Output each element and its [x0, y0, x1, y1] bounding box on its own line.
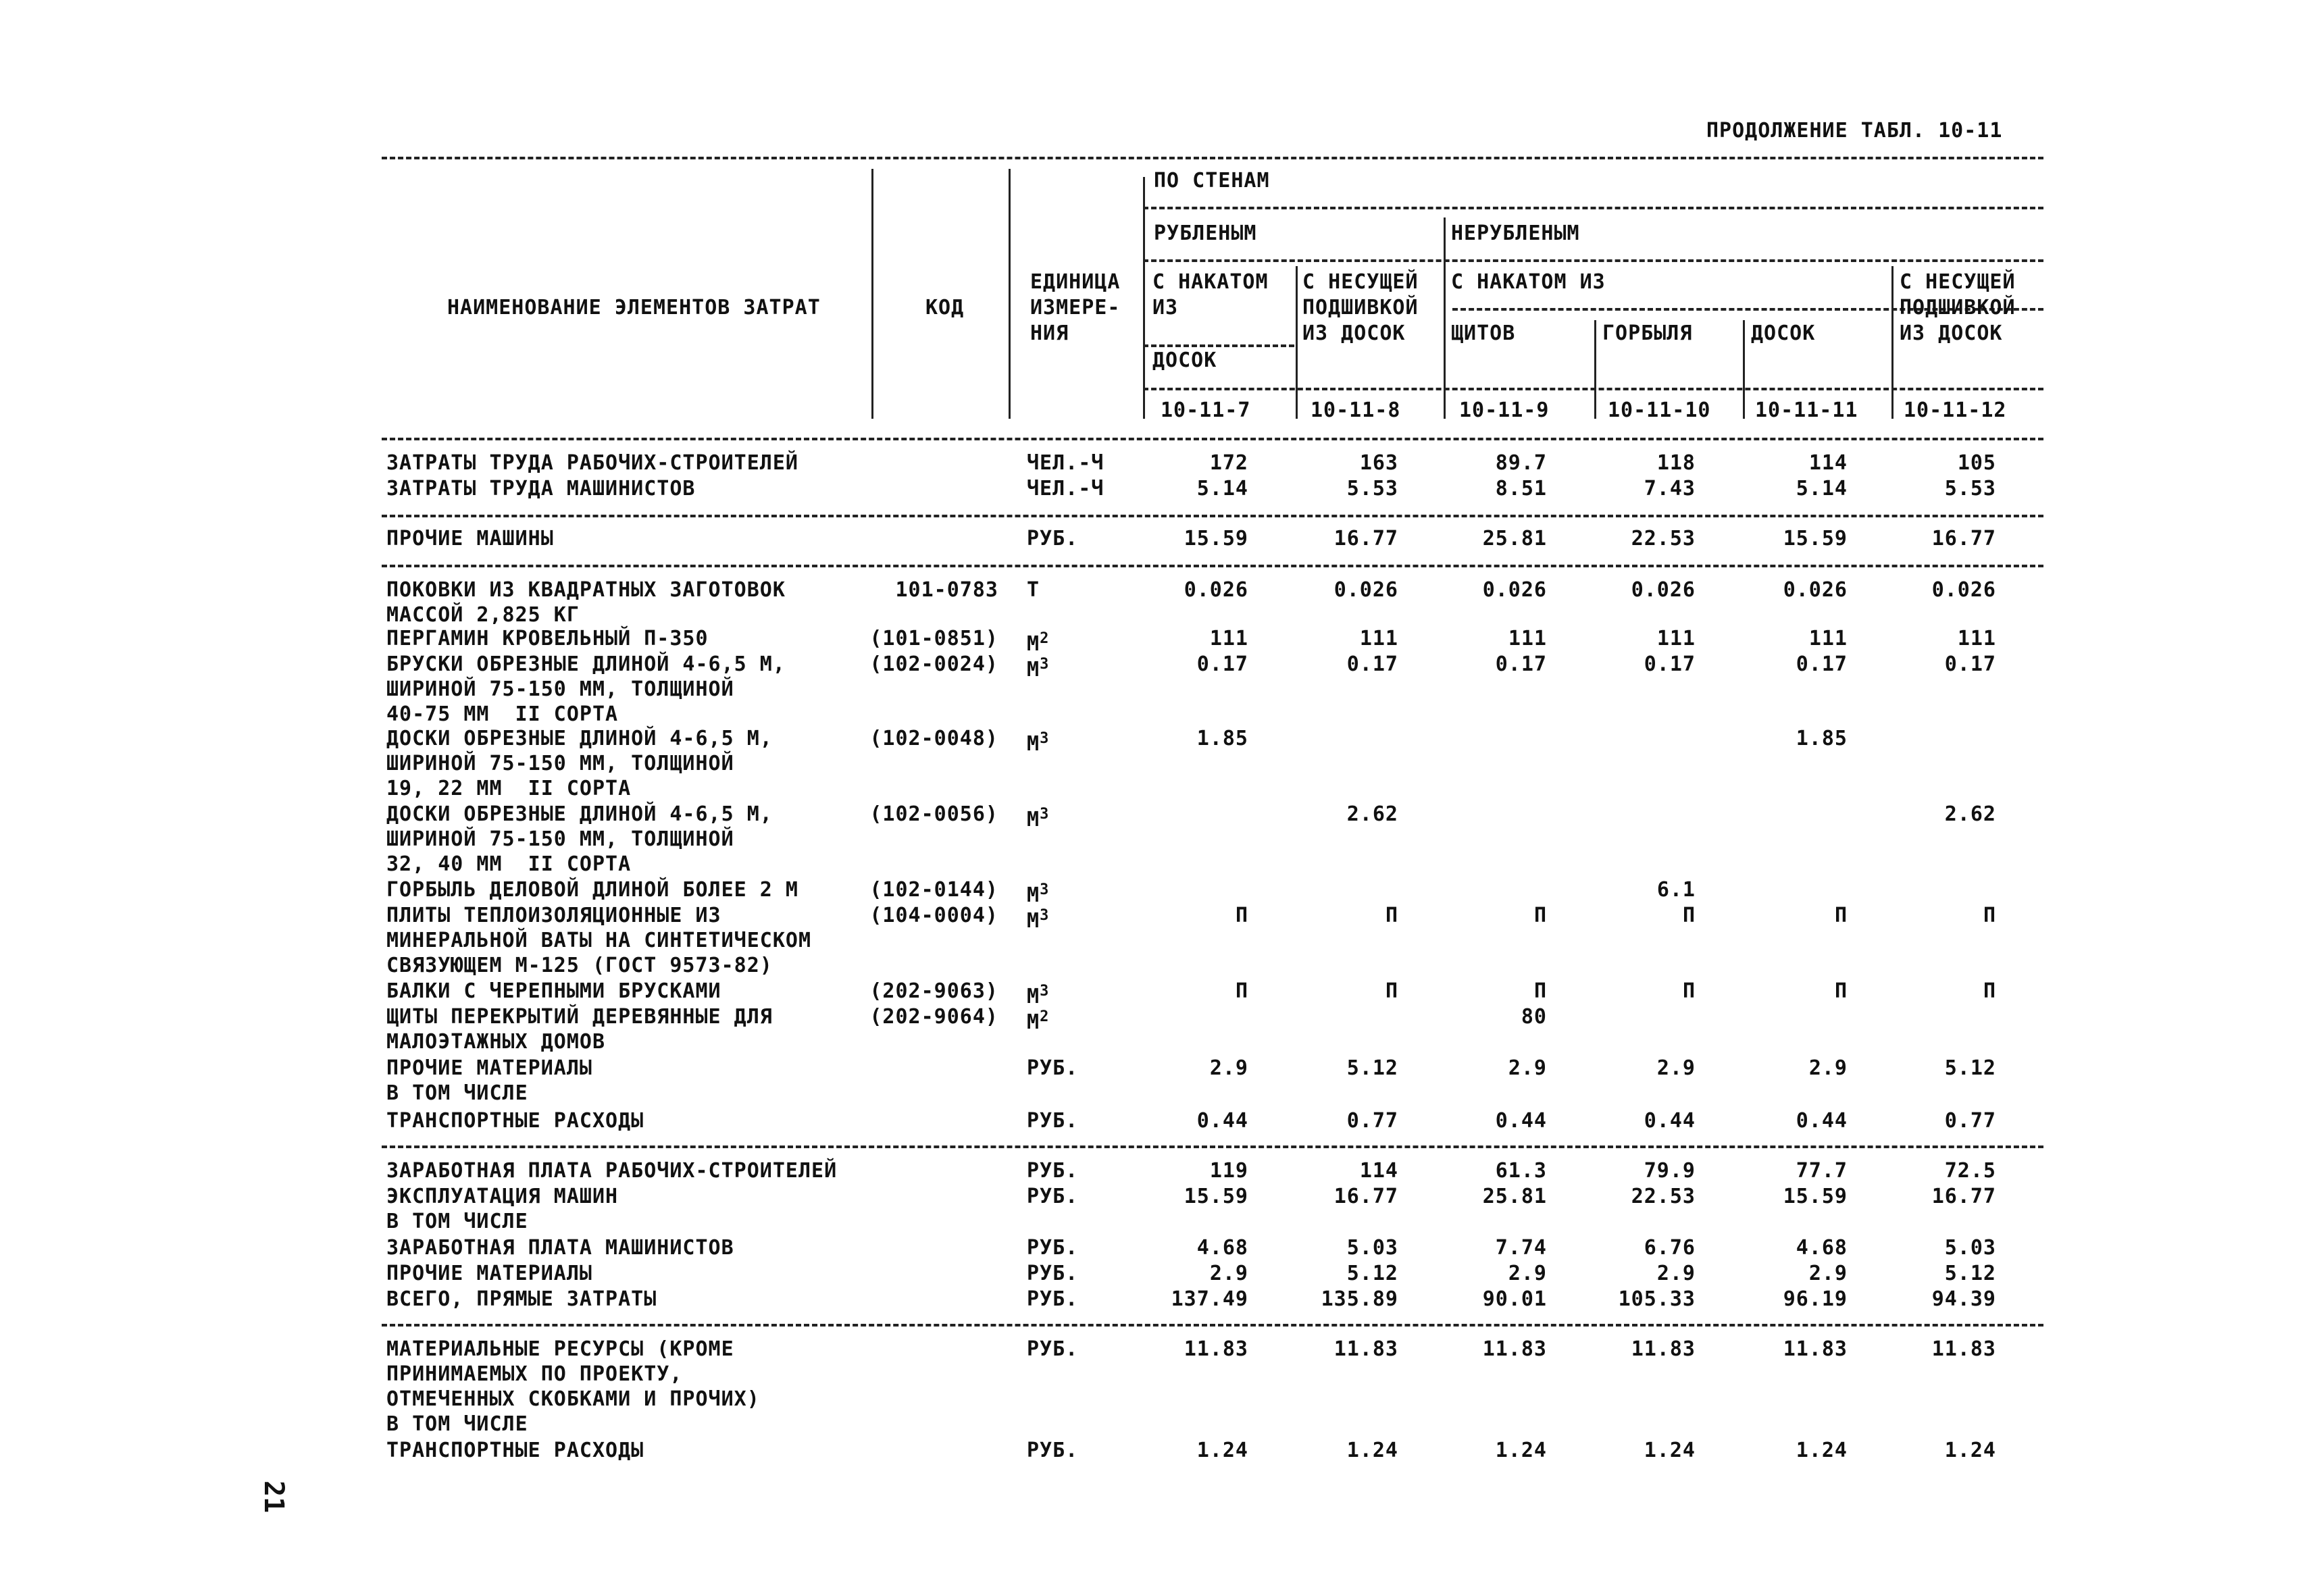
row-19-name-line-3: В ТОМ ЧИСЛЕ — [386, 1412, 528, 1436]
rule-header-bottom — [382, 438, 2043, 440]
row-13-value-col-2: 0.77 — [1346, 1109, 1398, 1133]
row-4-value-col-4: 111 — [1656, 627, 1696, 650]
row-14-value-col-3: 61.3 — [1495, 1159, 1547, 1183]
row-9-name-line-2: СВЯЗУЮЩЕМ М-125 (ГОСТ 9573-82) — [386, 954, 773, 977]
row-10-value-col-5: П — [1834, 979, 1848, 1003]
row-5-unit: $М^3$ — [1027, 656, 1050, 681]
row-10-value-col-1: П — [1235, 979, 1248, 1003]
row-15-value-col-1: 15.59 — [1184, 1185, 1248, 1208]
row-16-value-col-2: 5.03 — [1346, 1236, 1398, 1260]
table-caption: ПРОДОЛЖЕНИЕ ТАБЛ. 10-11 — [1706, 119, 2003, 143]
row-5-value-col-2: 0.17 — [1346, 652, 1398, 676]
row-6-name-line-2: 19, 22 ММ II СОРТА — [386, 777, 632, 800]
row-6-name-line-1: ШИРИНОЙ 75-150 ММ, ТОЛЩИНОЙ — [386, 752, 734, 775]
page-number: 21 — [258, 1481, 289, 1514]
row-2-value-col-2: 16.77 — [1333, 527, 1398, 550]
row-8-value-col-4: 6.1 — [1656, 878, 1696, 902]
header-c6-line1: С НЕСУЩЕЙ — [1900, 270, 2016, 294]
row-20-value-col-1: 1.24 — [1196, 1439, 1248, 1462]
row-9-value-col-5: П — [1834, 904, 1848, 927]
row-12-value-col-5: 2.9 — [1808, 1056, 1848, 1080]
row-15-value-col-6: 16.77 — [1931, 1185, 1996, 1208]
row-0-value-col-5: 114 — [1808, 451, 1848, 475]
row-0-value-col-4: 118 — [1656, 451, 1696, 475]
header-name: НАИМЕНОВАНИЕ ЭЛЕМЕНТОВ ЗАТРАТ — [447, 296, 821, 319]
row-6-unit: $М^3$ — [1027, 730, 1050, 756]
row-10-unit: $М^3$ — [1027, 983, 1050, 1008]
row-18-name-line-0: ВСЕГО, ПРЯМЫЕ ЗАТРАТЫ — [386, 1287, 657, 1311]
row-3-value-col-5: 0.026 — [1783, 578, 1848, 602]
row-0-value-col-6: 105 — [1957, 451, 1996, 475]
row-19-name-line-2: ОТМЕЧЕННЫХ СКОБКАМИ И ПРОЧИХ) — [386, 1387, 760, 1411]
row-14-unit: РУБ. — [1027, 1159, 1079, 1183]
row-2-value-col-1: 15.59 — [1184, 527, 1248, 550]
row-1-value-col-5: 5.14 — [1796, 477, 1848, 500]
row-5-value-col-6: 0.17 — [1944, 652, 1996, 676]
header-c3: ЩИТОВ — [1451, 321, 1516, 345]
row-1-value-col-2: 5.53 — [1346, 477, 1398, 500]
row-15-name-line-1: В ТОМ ЧИСЛЕ — [386, 1210, 528, 1233]
row-5-name-line-2: 40-75 ММ II СОРТА — [386, 702, 619, 726]
row-18-unit: РУБ. — [1027, 1287, 1079, 1311]
header-code-c2: 10-11-8 — [1311, 398, 1401, 422]
row-10-code: (202-9063) — [869, 979, 998, 1003]
row-3-value-col-3: 0.026 — [1482, 578, 1547, 602]
header-c1-line3: ДОСОК — [1152, 349, 1217, 372]
row-9-value-col-6: П — [1983, 904, 1996, 927]
row-2-value-col-5: 15.59 — [1783, 527, 1848, 550]
header-c1-line2: ИЗ — [1152, 296, 1179, 319]
row-3-value-col-6: 0.026 — [1931, 578, 1996, 602]
row-2-value-col-6: 16.77 — [1931, 527, 1996, 550]
header-unit-2: ИЗМЕРЕ- — [1030, 296, 1121, 319]
row-13-name-line-0: ТРАНСПОРТНЫЕ РАСХОДЫ — [386, 1109, 644, 1133]
row-8-name-line-0: ГОРБЫЛЬ ДЕЛОВОЙ ДЛИНОЙ БОЛЕЕ 2 М — [386, 878, 798, 902]
row-14-value-col-1: 119 — [1209, 1159, 1248, 1183]
rule-section-3 — [382, 1145, 2043, 1148]
row-15-value-col-3: 25.81 — [1482, 1185, 1547, 1208]
row-18-value-col-1: 137.49 — [1171, 1287, 1248, 1311]
row-16-value-col-4: 6.76 — [1644, 1236, 1696, 1260]
row-19-unit: РУБ. — [1027, 1337, 1079, 1361]
row-19-value-col-1: 11.83 — [1184, 1337, 1248, 1361]
rule-sub — [1143, 259, 2043, 262]
row-11-code: (202-9064) — [869, 1005, 998, 1029]
row-12-name-line-0: ПРОЧИЕ МАТЕРИАЛЫ — [386, 1056, 592, 1080]
row-20-value-col-5: 1.24 — [1796, 1439, 1848, 1462]
row-14-value-col-6: 72.5 — [1944, 1159, 1996, 1183]
row-5-value-col-1: 0.17 — [1196, 652, 1248, 676]
row-18-value-col-3: 90.01 — [1482, 1287, 1547, 1311]
row-19-value-col-3: 11.83 — [1482, 1337, 1547, 1361]
row-18-value-col-4: 105.33 — [1618, 1287, 1696, 1311]
rule-section-1 — [382, 515, 2043, 517]
row-9-unit: $М^3$ — [1027, 907, 1050, 933]
header-code-c6: 10-11-12 — [1904, 398, 2007, 422]
row-11-name-line-1: МАЛОЭТАЖНЫХ ДОМОВ — [386, 1030, 606, 1054]
row-17-value-col-6: 5.12 — [1944, 1262, 1996, 1285]
row-4-value-col-6: 111 — [1957, 627, 1996, 650]
row-15-name-line-0: ЭКСПЛУАТАЦИЯ МАШИН — [386, 1185, 619, 1208]
row-14-value-col-2: 114 — [1359, 1159, 1398, 1183]
row-12-name-line-1: В ТОМ ЧИСЛЕ — [386, 1081, 528, 1105]
header-code-c5: 10-11-11 — [1755, 398, 1858, 422]
row-9-name-line-0: ПЛИТЫ ТЕПЛОИЗОЛЯЦИОННЫЕ ИЗ — [386, 904, 721, 927]
header-c5: ДОСОК — [1751, 321, 1816, 345]
row-17-unit: РУБ. — [1027, 1262, 1079, 1285]
row-17-value-col-1: 2.9 — [1209, 1262, 1248, 1285]
row-10-value-col-6: П — [1983, 979, 1996, 1003]
row-0-value-col-3: 89.7 — [1495, 451, 1547, 475]
row-3-value-col-2: 0.026 — [1333, 578, 1398, 602]
row-6-name-line-0: ДОСКИ ОБРЕЗНЫЕ ДЛИНОЙ 4-6,5 М, — [386, 727, 773, 750]
row-2-name-line-0: ПРОЧИЕ МАШИНЫ — [386, 527, 554, 550]
rule-group — [1143, 207, 2043, 209]
row-5-code: (102-0024) — [869, 652, 998, 676]
row-3-name-line-1: МАССОЙ 2,825 КГ — [386, 603, 580, 627]
row-7-code: (102-0056) — [869, 802, 998, 826]
row-7-name-line-0: ДОСКИ ОБРЕЗНЫЕ ДЛИНОЙ 4-6,5 М, — [386, 802, 773, 826]
row-5-name-line-1: ШИРИНОЙ 75-150 ММ, ТОЛЩИНОЙ — [386, 677, 734, 701]
header-c2-line2: ПОДШИВКОЙ — [1302, 296, 1419, 319]
row-13-value-col-3: 0.44 — [1495, 1109, 1547, 1133]
row-5-name-line-0: БРУСКИ ОБРЕЗНЫЕ ДЛИНОЙ 4-6,5 М, — [386, 652, 786, 676]
row-12-value-col-1: 2.9 — [1209, 1056, 1248, 1080]
row-9-value-col-4: П — [1682, 904, 1696, 927]
row-7-unit: $М^3$ — [1027, 806, 1050, 831]
row-17-value-col-2: 5.12 — [1346, 1262, 1398, 1285]
header-unit-1: ЕДИНИЦА — [1030, 270, 1121, 294]
row-4-name-line-0: ПЕРГАМИН КРОВЕЛЬНЫЙ П-350 — [386, 627, 709, 650]
header-sub-rublenym: РУБЛЕНЫМ — [1154, 222, 1257, 245]
row-18-value-col-2: 135.89 — [1321, 1287, 1398, 1311]
row-2-unit: РУБ. — [1027, 527, 1079, 550]
row-16-value-col-3: 7.74 — [1495, 1236, 1547, 1260]
row-4-value-col-3: 111 — [1508, 627, 1547, 650]
header-c2-line1: С НЕСУЩЕЙ — [1302, 270, 1419, 294]
header-c1-line1: С НАКАТОМ — [1152, 270, 1269, 294]
vline-1 — [871, 169, 873, 419]
row-13-value-col-6: 0.77 — [1944, 1109, 1996, 1133]
row-16-name-line-0: ЗАРАБОТНАЯ ПЛАТА МАШИНИСТОВ — [386, 1236, 734, 1260]
row-4-value-col-2: 111 — [1359, 627, 1398, 650]
row-10-value-col-4: П — [1682, 979, 1696, 1003]
vline-2 — [1009, 169, 1011, 419]
row-20-value-col-2: 1.24 — [1346, 1439, 1398, 1462]
row-10-name-line-0: БАЛКИ С ЧЕРЕПНЫМИ БРУСКАМИ — [386, 979, 721, 1003]
row-12-value-col-4: 2.9 — [1656, 1056, 1696, 1080]
row-13-unit: РУБ. — [1027, 1109, 1079, 1133]
row-11-name-line-0: ЩИТЫ ПЕРЕКРЫТИЙ ДЕРЕВЯННЫЕ ДЛЯ — [386, 1005, 773, 1029]
row-16-value-col-5: 4.68 — [1796, 1236, 1848, 1260]
row-12-value-col-3: 2.9 — [1508, 1056, 1547, 1080]
row-4-code: (101-0851) — [869, 627, 998, 650]
row-2-value-col-3: 25.81 — [1482, 527, 1547, 550]
vline-5 — [1444, 217, 1446, 419]
row-9-value-col-3: П — [1533, 904, 1547, 927]
row-16-unit: РУБ. — [1027, 1236, 1079, 1260]
header-c2-line3: ИЗ ДОСОК — [1302, 321, 1406, 345]
row-15-value-col-4: 22.53 — [1631, 1185, 1696, 1208]
header-unit-3: НИЯ — [1030, 321, 1069, 345]
row-11-value-col-3: 80 — [1521, 1005, 1547, 1029]
row-14-name-line-0: ЗАРАБОТНАЯ ПЛАТА РАБОЧИХ-СТРОИТЕЛЕЙ — [386, 1159, 838, 1183]
row-13-value-col-4: 0.44 — [1644, 1109, 1696, 1133]
row-12-value-col-2: 5.12 — [1346, 1056, 1398, 1080]
header-code-c3: 10-11-9 — [1459, 398, 1550, 422]
row-20-name-line-0: ТРАНСПОРТНЫЕ РАСХОДЫ — [386, 1439, 644, 1462]
row-15-unit: РУБ. — [1027, 1185, 1079, 1208]
vline-6 — [1594, 320, 1596, 419]
row-6-value-col-1: 1.85 — [1196, 727, 1248, 750]
row-1-value-col-4: 7.43 — [1644, 477, 1696, 500]
row-0-name-line-0: ЗАТРАТЫ ТРУДА РАБОЧИХ-СТРОИТЕЛЕЙ — [386, 451, 798, 475]
rule-section-4 — [382, 1324, 2043, 1327]
row-15-value-col-2: 16.77 — [1333, 1185, 1398, 1208]
row-12-unit: РУБ. — [1027, 1056, 1079, 1080]
row-5-value-col-5: 0.17 — [1796, 652, 1848, 676]
row-9-value-col-2: П — [1385, 904, 1398, 927]
row-19-value-col-2: 11.83 — [1333, 1337, 1398, 1361]
row-3-name-line-0: ПОКОВКИ ИЗ КВАДРАТНЫХ ЗАГОТОВОК — [386, 578, 786, 602]
row-20-value-col-3: 1.24 — [1495, 1439, 1547, 1462]
row-15-value-col-5: 15.59 — [1783, 1185, 1848, 1208]
row-0-value-col-1: 172 — [1209, 451, 1248, 475]
row-17-value-col-3: 2.9 — [1508, 1262, 1547, 1285]
row-17-name-line-0: ПРОЧИЕ МАТЕРИАЛЫ — [386, 1262, 592, 1285]
header-code: КОД — [925, 296, 965, 319]
header-c6-line2: ПОДШИВКОЙ — [1900, 296, 2016, 319]
row-1-name-line-0: ЗАТРАТЫ ТРУДА МАШИНИСТОВ — [386, 477, 696, 500]
row-6-value-col-5: 1.85 — [1796, 727, 1848, 750]
row-7-value-col-6: 2.62 — [1944, 802, 1996, 826]
vline-3 — [1143, 177, 1145, 419]
row-16-value-col-1: 4.68 — [1196, 1236, 1248, 1260]
row-12-value-col-6: 5.12 — [1944, 1056, 1996, 1080]
row-4-value-col-5: 111 — [1808, 627, 1848, 650]
row-1-unit: ЧЕЛ.-Ч — [1027, 477, 1104, 500]
rule-codes — [1143, 388, 2043, 390]
row-9-code: (104-0004) — [869, 904, 998, 927]
row-18-value-col-6: 94.39 — [1931, 1287, 1996, 1311]
row-1-value-col-6: 5.53 — [1944, 477, 1996, 500]
vline-8 — [1891, 266, 1893, 419]
row-2-value-col-4: 22.53 — [1631, 527, 1696, 550]
header-group: ПО СТЕНАМ — [1154, 169, 1270, 192]
row-9-value-col-1: П — [1235, 904, 1248, 927]
row-9-name-line-1: МИНЕРАЛЬНОЙ ВАТЫ НА СИНТЕТИЧЕСКОМ — [386, 929, 812, 952]
vline-4 — [1296, 266, 1298, 419]
row-7-value-col-2: 2.62 — [1346, 802, 1398, 826]
header-nakat-iz: С НАКАТОМ ИЗ — [1451, 270, 1606, 294]
row-10-value-col-3: П — [1533, 979, 1547, 1003]
row-5-value-col-3: 0.17 — [1495, 652, 1547, 676]
row-3-code: 101-0783 — [895, 578, 998, 602]
row-20-unit: РУБ. — [1027, 1439, 1079, 1462]
header-code-c4: 10-11-10 — [1608, 398, 1711, 422]
vline-7 — [1743, 320, 1745, 419]
row-0-unit: ЧЕЛ.-Ч — [1027, 451, 1104, 475]
row-11-unit: $М^2$ — [1027, 1008, 1050, 1034]
row-3-value-col-4: 0.026 — [1631, 578, 1696, 602]
row-20-value-col-4: 1.24 — [1644, 1439, 1696, 1462]
row-5-value-col-4: 0.17 — [1644, 652, 1696, 676]
row-8-code: (102-0144) — [869, 878, 998, 902]
row-6-code: (102-0048) — [869, 727, 998, 750]
row-20-value-col-6: 1.24 — [1944, 1439, 1996, 1462]
header-c6-line3: ИЗ ДОСОК — [1900, 321, 2003, 345]
header-code-c1: 10-11-7 — [1161, 398, 1251, 422]
row-8-unit: $М^3$ — [1027, 881, 1050, 907]
row-19-value-col-6: 11.83 — [1931, 1337, 1996, 1361]
row-17-value-col-4: 2.9 — [1656, 1262, 1696, 1285]
row-10-value-col-2: П — [1385, 979, 1398, 1003]
rule-c1 — [1143, 344, 1294, 347]
row-19-value-col-5: 11.83 — [1783, 1337, 1848, 1361]
header-sub-nerublenym: НЕРУБЛЕНЫМ — [1451, 222, 1580, 245]
header-c4: ГОРБЫЛЯ — [1602, 321, 1693, 345]
rule-section-2 — [382, 565, 2043, 567]
row-13-value-col-5: 0.44 — [1796, 1109, 1848, 1133]
row-16-value-col-6: 5.03 — [1944, 1236, 1996, 1260]
row-19-value-col-4: 11.83 — [1631, 1337, 1696, 1361]
row-19-name-line-0: МАТЕРИАЛЬНЫЕ РЕСУРСЫ (КРОМЕ — [386, 1337, 734, 1361]
row-3-value-col-1: 0.026 — [1184, 578, 1248, 602]
row-14-value-col-5: 77.7 — [1796, 1159, 1848, 1183]
rule-top — [382, 157, 2043, 159]
row-0-value-col-2: 163 — [1359, 451, 1398, 475]
row-1-value-col-1: 5.14 — [1196, 477, 1248, 500]
row-7-name-line-1: ШИРИНОЙ 75-150 ММ, ТОЛЩИНОЙ — [386, 827, 734, 851]
row-3-unit: Т — [1027, 578, 1040, 602]
row-13-value-col-1: 0.44 — [1196, 1109, 1248, 1133]
row-19-name-line-1: ПРИНИМАЕМЫХ ПО ПРОЕКТУ, — [386, 1362, 683, 1386]
row-4-value-col-1: 111 — [1209, 627, 1248, 650]
row-18-value-col-5: 96.19 — [1783, 1287, 1848, 1311]
row-1-value-col-3: 8.51 — [1495, 477, 1547, 500]
row-14-value-col-4: 79.9 — [1644, 1159, 1696, 1183]
row-17-value-col-5: 2.9 — [1808, 1262, 1848, 1285]
row-4-unit: $М^2$ — [1027, 630, 1050, 656]
row-7-name-line-2: 32, 40 ММ II СОРТА — [386, 852, 632, 876]
